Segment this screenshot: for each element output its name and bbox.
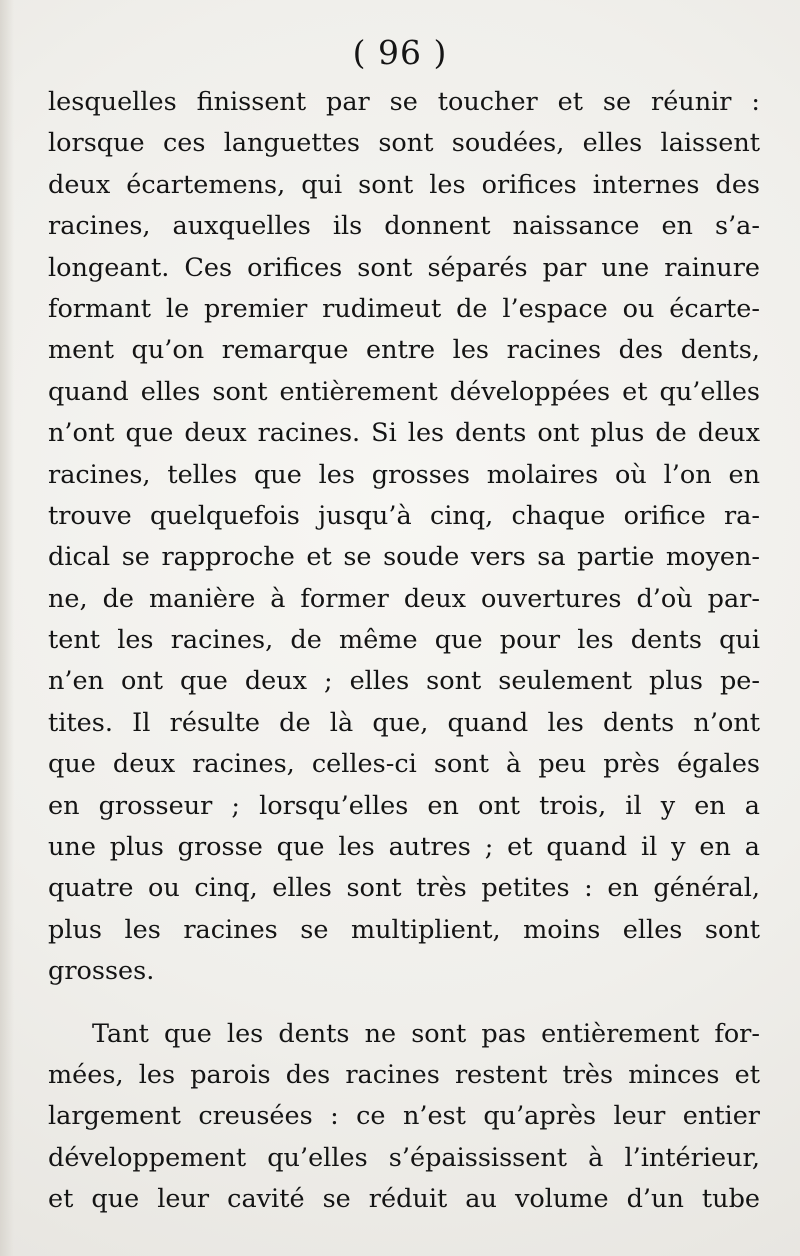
text-line: grosses. [48, 956, 155, 987]
text-line: développement qu’elles s’épaississent à l’intérieur, [48, 1142, 760, 1173]
paragraph-gap [48, 993, 760, 1014]
text-line: n’ont que deux racines. Si les dents ont plus de deux [48, 418, 760, 449]
text-line: deux écartemens, qui sont les orifices internes des [48, 169, 760, 200]
text-line: largement creusées : ce n’est qu’après leur entier [48, 1101, 760, 1132]
text-line: longeant. Ces orifices sont séparés par une rainure [48, 252, 760, 283]
text-line: dical se rapproche et se soude vers sa partie moyen- [48, 542, 760, 573]
text-line: ment qu’on remarque entre les racines des dents, [48, 335, 760, 366]
body-text [48, 82, 760, 1221]
text-line: Tant que les dents ne sont pas entièrement for- [92, 1018, 760, 1049]
text-line: quand elles sont entièrement développées et qu’elles [48, 376, 760, 407]
text-line: racines, telles que les grosses molaires où l’on en [48, 459, 760, 490]
text-line: plus les racines se multiplient, moins elles sont [48, 914, 760, 945]
page-edge-shadow [0, 0, 14, 1256]
text-line: une plus grosse que les autres ; et quand il y en a [48, 832, 760, 863]
paragraph-2 [48, 1014, 760, 1221]
text-line: racines, auxquelles ils donnent naissance en s’a- [48, 211, 760, 242]
text-line: lesquelles finissent par se toucher et se réunir : [48, 87, 760, 117]
text-line: tent les racines, de même que pour les dents qui [48, 625, 760, 656]
text-line: et que leur cavité se réduit au volume d’un tube [48, 1184, 760, 1215]
text-line: tites. Il résulte de là que, quand les dents n’ont [48, 707, 760, 738]
text-line: que deux racines, celles-ci sont à peu près égales [48, 749, 760, 780]
text-line: n’en ont que deux ; elles sont seulement plus pe- [48, 666, 760, 697]
text-line: lorsque ces languettes sont soudées, elles laissent [48, 128, 760, 159]
text-line: trouve quelquefois jusqu’à cinq, chaque orifice ra- [48, 500, 760, 531]
text-line: mées, les parois des racines restent très minces et [48, 1059, 760, 1090]
page-number: ( 96 ) [352, 33, 448, 72]
text-line: quatre ou cinq, elles sont très petites : en général, [48, 873, 760, 904]
text-line: en grosseur ; lorsqu’elles en ont trois, il y en a [48, 790, 760, 821]
text-line: ne, de manière à former deux ouvertures d’où par- [48, 583, 760, 614]
paragraph-1 [48, 82, 760, 993]
text-line: formant le premier rudimeut de l’espace ou écarte- [48, 293, 760, 324]
